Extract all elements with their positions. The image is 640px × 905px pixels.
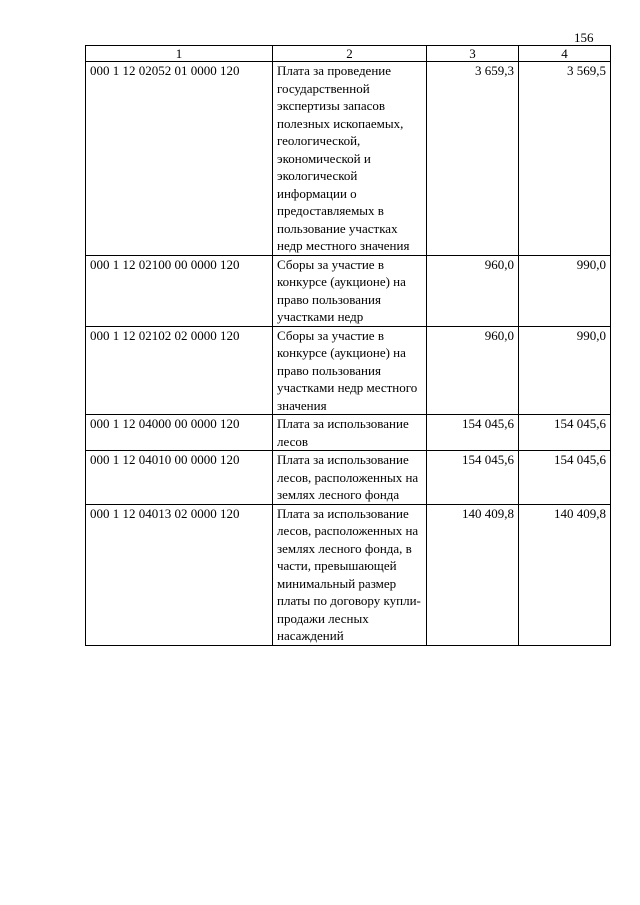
value-col-3: 154 045,6 <box>427 415 519 451</box>
value-col-4: 140 409,8 <box>519 504 611 645</box>
table-row <box>86 451 611 505</box>
revenue-name: Плата за использование лесов, расположенных на землях лесного фонда, в части, превышающей минимальный размер платы по договору купли-продажи лесных насаждений <box>273 504 427 645</box>
revenue-name: Плата за проведение государственной экспертизы запасов полезных ископаемых, геологической, экономической и экологической информации о предоставляемых в пользование участках недр местного значения <box>273 62 427 256</box>
revenue-name: Плата за использование лесов, расположенных на землях лесного фонда <box>273 451 427 505</box>
value-col-3: 960,0 <box>427 255 519 326</box>
value-col-4: 154 045,6 <box>519 451 611 505</box>
budget-code: 000 1 12 02100 00 0000 120 <box>86 255 273 326</box>
budget-code: 000 1 12 02052 01 0000 120 <box>86 62 273 256</box>
value-col-3: 154 045,6 <box>427 451 519 505</box>
value-col-3: 960,0 <box>427 326 519 415</box>
table-row <box>86 504 611 645</box>
revenue-name: Сборы за участие в конкурсе (аукционе) на право пользования участками недр <box>273 255 427 326</box>
budget-code: 000 1 12 04010 00 0000 120 <box>86 451 273 505</box>
value-col-3: 3 659,3 <box>427 62 519 256</box>
value-col-4: 3 569,5 <box>519 62 611 256</box>
value-col-3: 140 409,8 <box>427 504 519 645</box>
header-col-2: 2 <box>273 46 427 62</box>
header-col-1: 1 <box>86 46 273 62</box>
table-row <box>86 255 611 326</box>
budget-code: 000 1 12 02102 02 0000 120 <box>86 326 273 415</box>
header-row <box>86 46 611 62</box>
page-number: 156 <box>574 30 594 45</box>
value-col-4: 154 045,6 <box>519 415 611 451</box>
table-row <box>86 62 611 256</box>
revenue-table <box>85 45 611 646</box>
header-col-3: 3 <box>427 46 519 62</box>
revenue-name: Плата за использование лесов <box>273 415 427 451</box>
value-col-4: 990,0 <box>519 255 611 326</box>
budget-code: 000 1 12 04013 02 0000 120 <box>86 504 273 645</box>
budget-code: 000 1 12 04000 00 0000 120 <box>86 415 273 451</box>
table-row <box>86 326 611 415</box>
revenue-name: Сборы за участие в конкурсе (аукционе) на право пользования участками недр местного значения <box>273 326 427 415</box>
value-col-4: 990,0 <box>519 326 611 415</box>
table-row <box>86 415 611 451</box>
header-col-4: 4 <box>519 46 611 62</box>
